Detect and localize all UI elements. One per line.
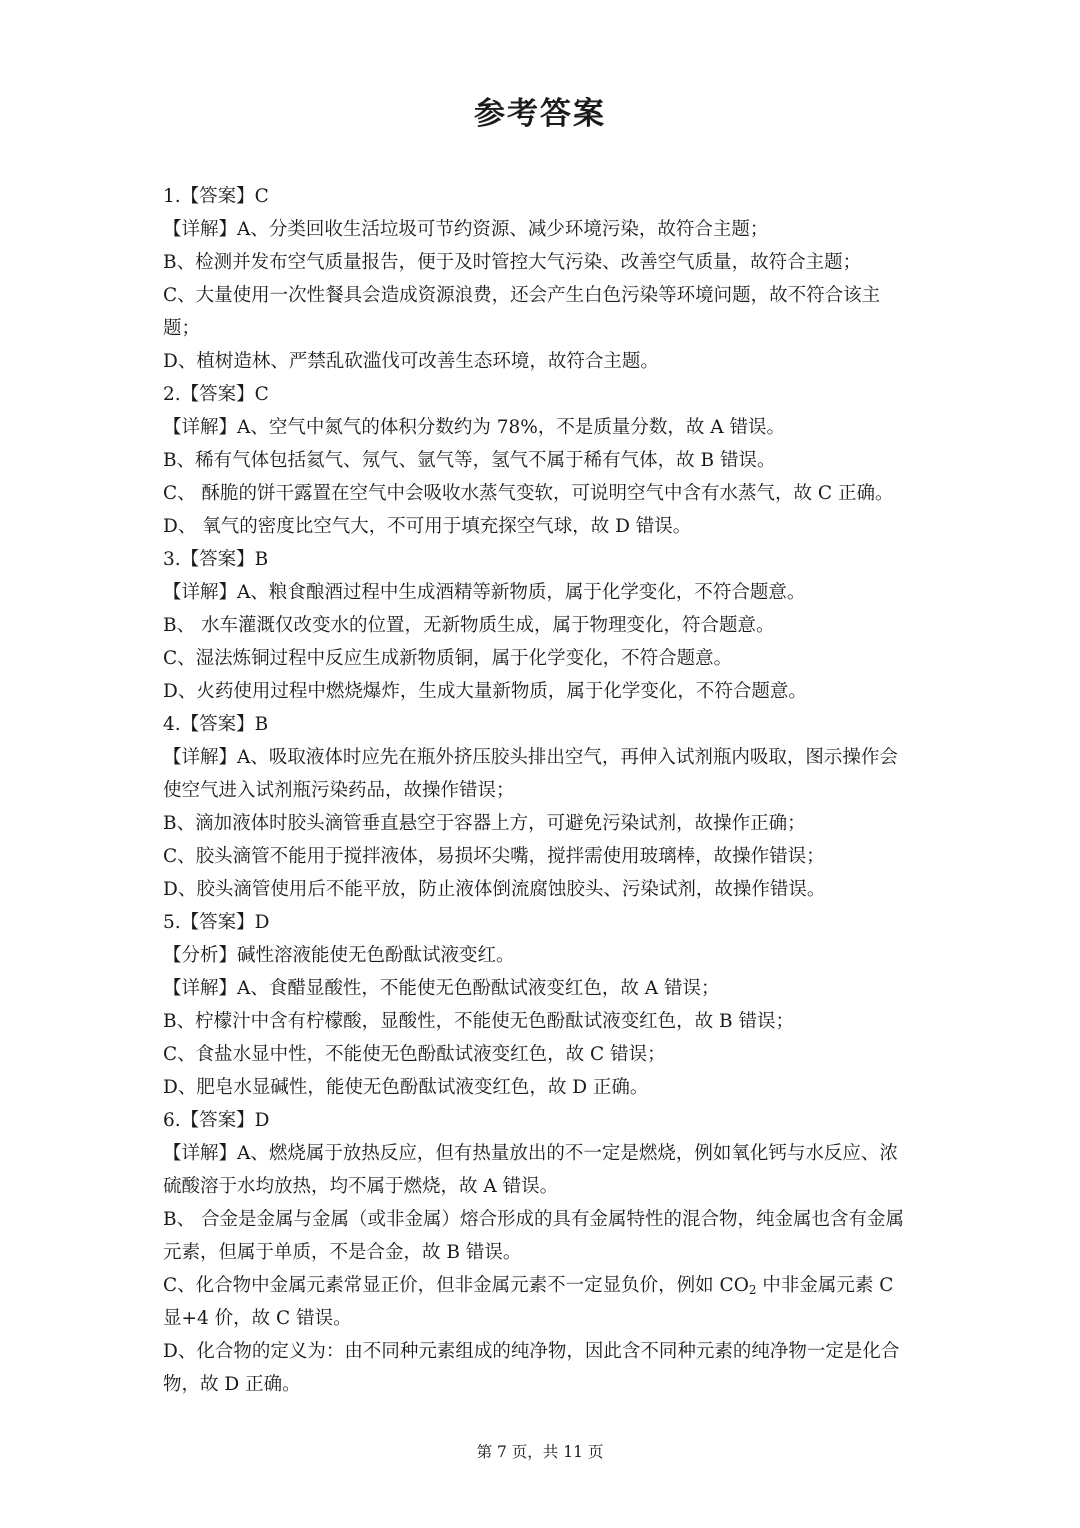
q2-detail-c: C、 酥脆的饼干露置在空气中会吸收水蒸气变软，可说明空气中含有水蒸气，故 C 正确。 (163, 483, 894, 504)
co2-subscript: 2 (748, 1283, 757, 1297)
q4-detail-c: C、胶头滴管不能用于搅拌液体，易损坏尖嘴，搅拌需使用玻璃棒，故操作错误； (163, 846, 825, 867)
q1-detail-a: 【详解】A、分类回收生活垃圾可节约资源、减少环境污染，故符合主题； (163, 219, 769, 240)
q4-detail-d: D、胶头滴管使用后不能平放，防止液体倒流腐蚀胶头、污染试剂，故操作错误。 (163, 879, 826, 900)
q4-detail-a: 【详解】A、吸取液体时应先在瓶外挤压胶头排出空气，再伸入试剂瓶内吸取，图示操作会使空气进入试剂瓶污染药品，故操作错误； (163, 747, 898, 801)
q5-detail-c: C、食盐水显中性，不能使无色酚酞试液变红色，故 C 错误； (163, 1044, 666, 1065)
q5-detail-d: D、肥皂水显碱性，能使无色酚酞试液变红色，故 D 正确。 (163, 1077, 649, 1098)
answer-content (163, 180, 908, 1401)
q4-answer: 4.【答案】B (163, 714, 269, 735)
q3-detail-a: 【详解】A、粮食酿酒过程中生成酒精等新物质，属于化学变化，不符合题意。 (163, 582, 806, 603)
q1-detail-b: B、检测并发布空气质量报告，便于及时管控大气污染、改善空气质量，故符合主题； (163, 252, 862, 273)
q5-detail-a: 【详解】A、食醋显酸性，不能使无色酚酞试液变红色，故 A 错误； (163, 978, 720, 999)
q3-detail-b: B、 水车灌溉仅改变水的位置，无新物质生成，属于物理变化，符合题意。 (163, 615, 775, 636)
q2-detail-b: B、稀有气体包括氦气、氖气、氩气等，氢气不属于稀有气体，故 B 错误。 (163, 450, 776, 471)
q6-answer: 6.【答案】D (163, 1110, 270, 1131)
q3-detail-c: C、湿法炼铜过程中反应生成新物质铜，属于化学变化，不符合题意。 (163, 648, 733, 669)
q6-detail-c-post: 中非金属元素 C 显+4 价，故 C 错误。 (163, 1275, 894, 1329)
q5-answer: 5.【答案】D (163, 912, 270, 933)
q1-detail-d: D、植树造林、严禁乱砍滥伐可改善生态环境，故符合主题。 (163, 351, 659, 372)
q6-detail-b: B、 合金是金属与金属（或非金属）熔合形成的具有金属特性的混合物，纯金属也含有金属元素，但属于单质，不是合金，故 B 错误。 (163, 1209, 904, 1263)
q6-detail-a: 【详解】A、燃烧属于放热反应，但有热量放出的不一定是燃烧，例如氧化钙与水反应、浓硫酸溶于水均放热，均不属于燃烧，故 A 错误。 (163, 1143, 898, 1197)
page-title: 参考答案 (474, 96, 606, 132)
q1-answer: 1.【答案】C (163, 186, 269, 207)
q2-answer: 2.【答案】C (163, 384, 269, 405)
q2-detail-a: 【详解】A、空气中氮气的体积分数约为 78%，不是质量分数，故 A 错误。 (163, 417, 785, 438)
q6-detail-c (163, 1269, 908, 1335)
page-footer: 第 7 页，共 11 页 (476, 1443, 604, 1461)
q1-detail-c: C、大量使用一次性餐具会造成资源浪费，还会产生白色污染等环境问题，故不符合该主题； (163, 285, 881, 339)
q3-answer: 3.【答案】B (163, 549, 269, 570)
q3-detail-d: D、火药使用过程中燃烧爆炸，生成大量新物质，属于化学变化，不符合题意。 (163, 681, 807, 702)
q6-detail-c-pre: C、化合物中金属元素常显正价，但非金属元素不一定显负价，例如 CO (163, 1275, 749, 1296)
q2-detail-d: D、 氧气的密度比空气大，不可用于填充探空气球，故 D 错误。 (163, 516, 692, 537)
q6-detail-d: D、化合物的定义为：由不同种元素组成的纯净物，因此含不同种元素的纯净物一定是化合物，故 D 正确。 (163, 1341, 900, 1395)
q5-detail-b: B、柠檬汁中含有柠檬酸，显酸性，不能使无色酚酞试液变红色，故 B 错误； (163, 1011, 794, 1032)
q4-detail-b: B、滴加液体时胶头滴管垂直悬空于容器上方，可避免污染试剂，故操作正确； (163, 813, 806, 834)
q5-analysis: 【分析】碱性溶液能使无色酚酞试液变红。 (163, 945, 515, 966)
